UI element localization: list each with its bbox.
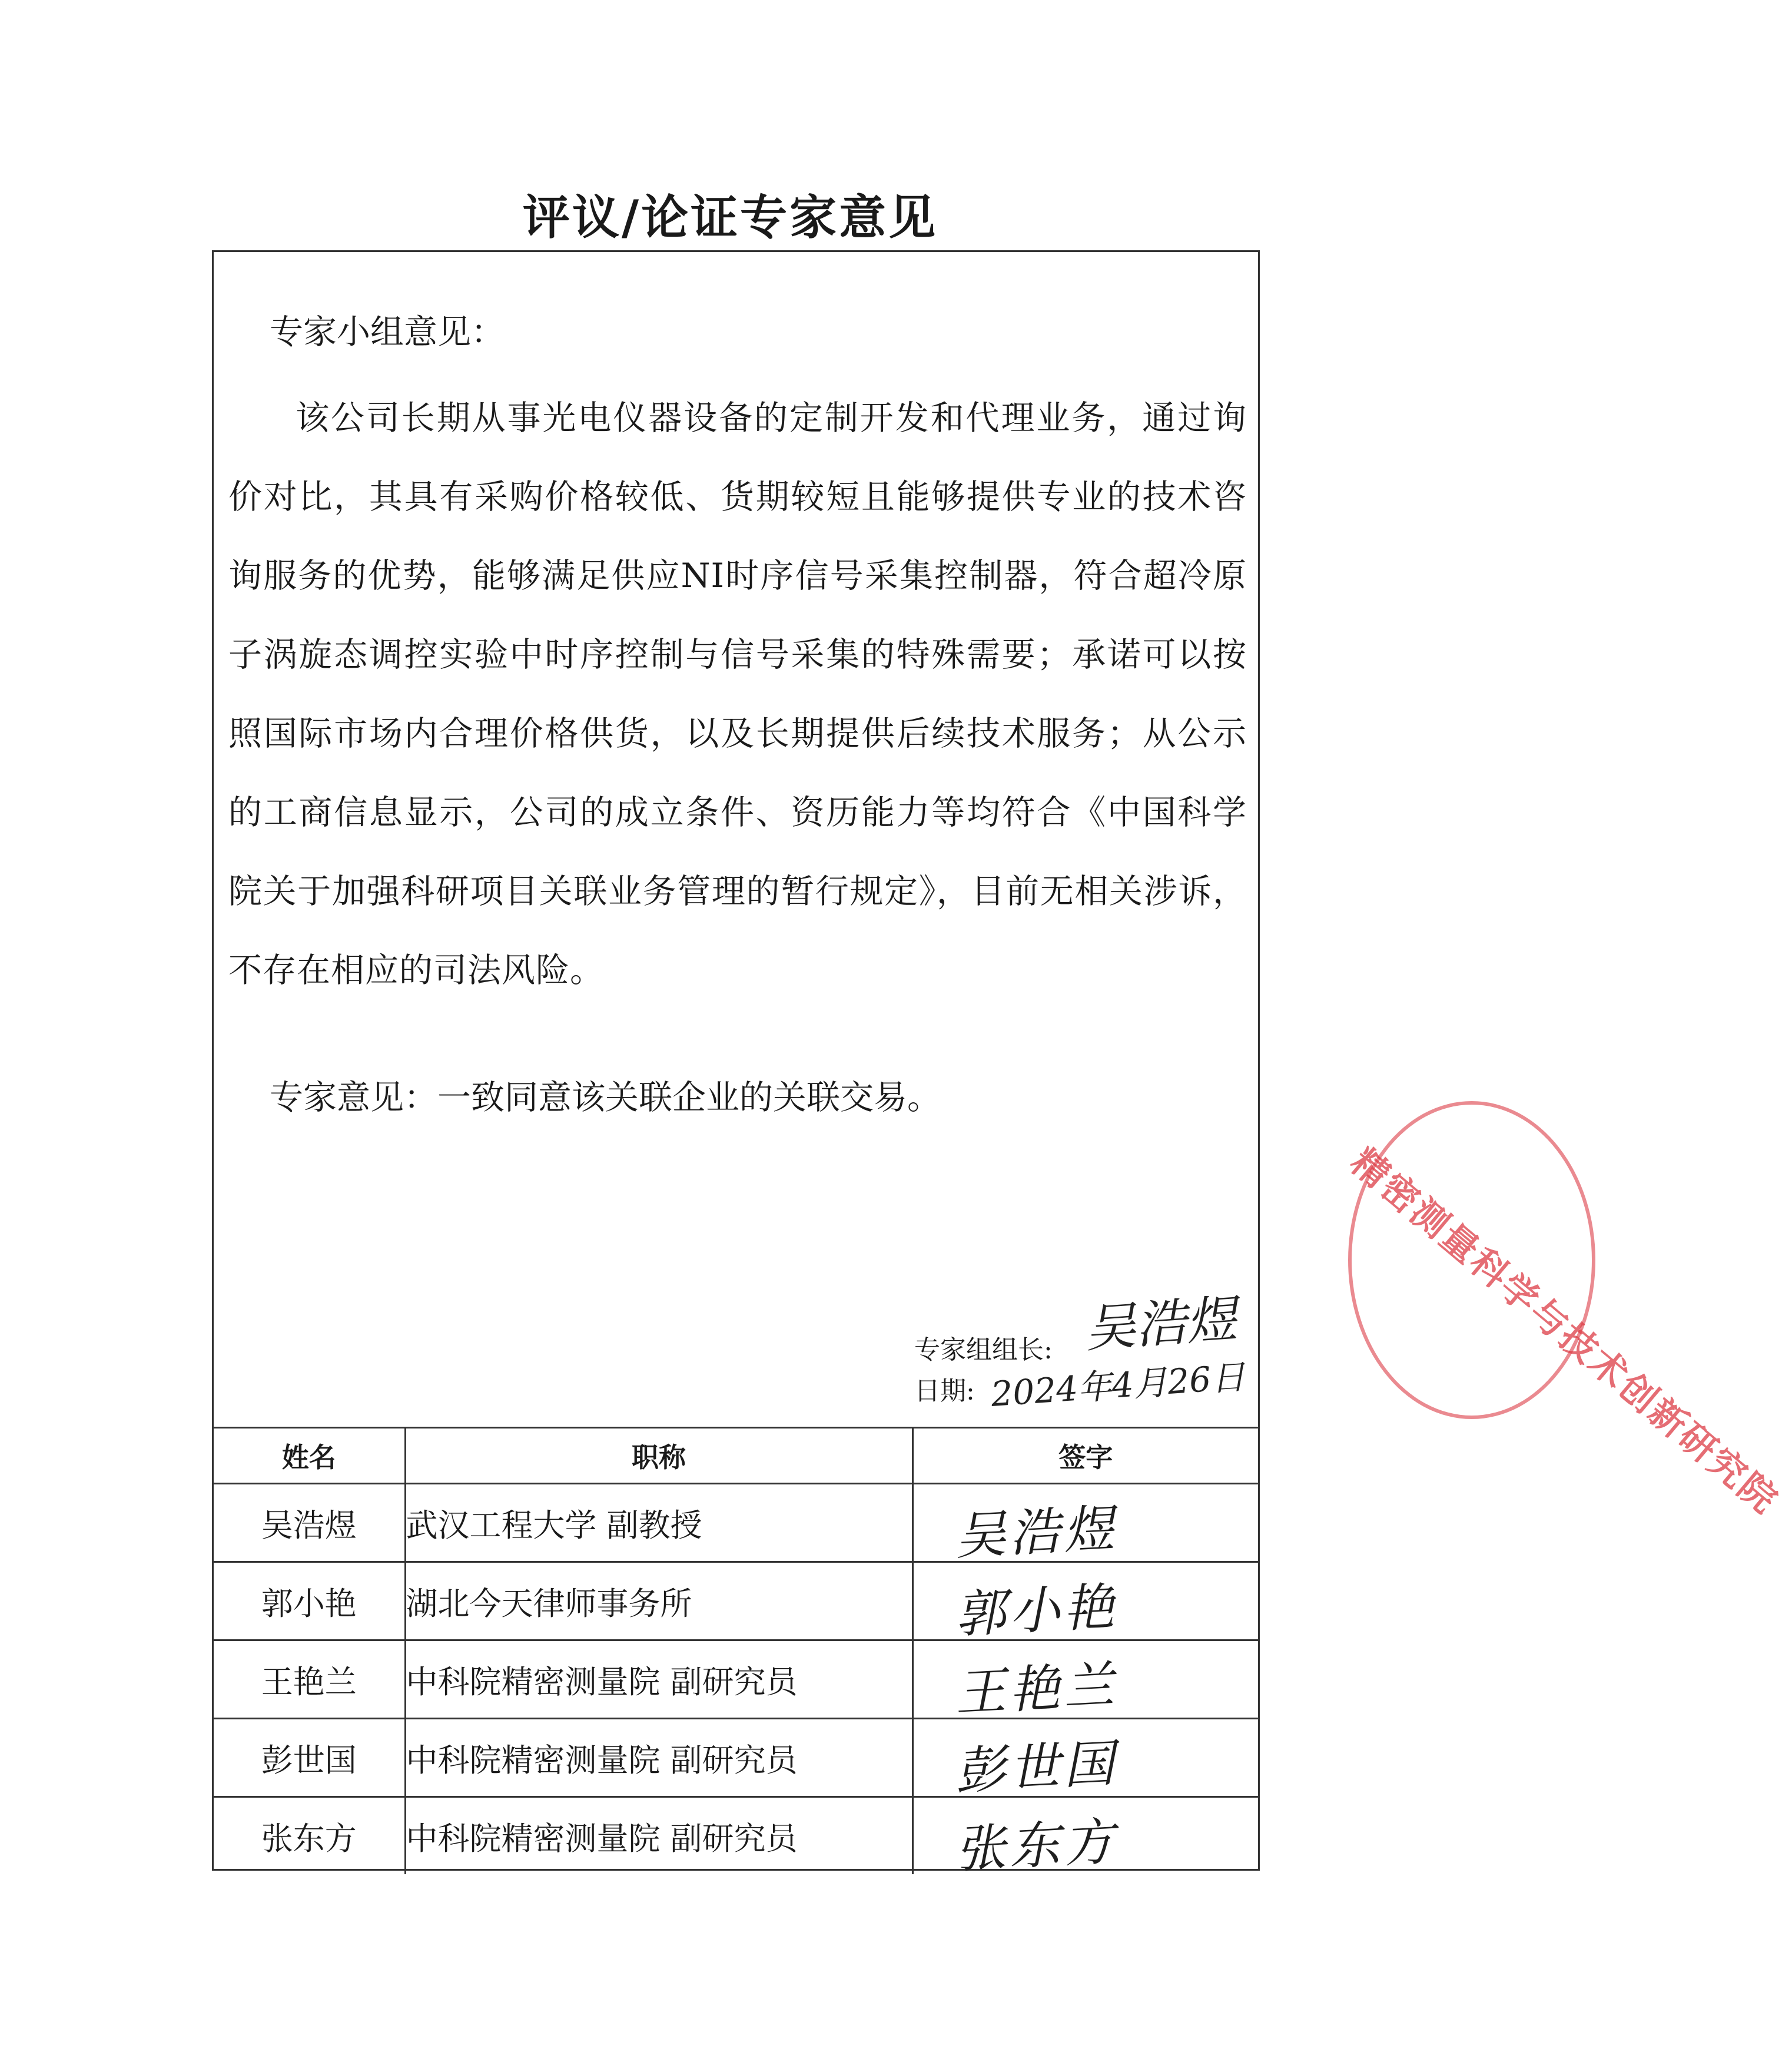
member-name: 张东方	[214, 1797, 405, 1875]
opinion-form	[212, 250, 1260, 1880]
member-title: 中科院精密测量院 副研究员	[405, 1797, 912, 1875]
member-name: 郭小艳	[214, 1562, 405, 1640]
member-title: 武汉工程大学 副教授	[405, 1484, 912, 1562]
table-row	[214, 1640, 1258, 1719]
member-signature: 王艳兰	[953, 1655, 1119, 1723]
date-handwritten: 2024年4月26日	[990, 1357, 1247, 1414]
member-signature: 郭小艳	[953, 1577, 1119, 1645]
opinion-conclusion: 专家意见：一致同意该关联企业的关联交易。	[270, 1078, 941, 1117]
header-title: 职称	[405, 1428, 912, 1484]
leader-signature: 吴浩煜	[1083, 1290, 1239, 1359]
leader-signoff	[914, 1290, 1247, 1414]
table-row	[214, 1484, 1258, 1562]
member-signature-cell	[912, 1562, 1258, 1645]
expert-opinion-section	[214, 252, 1258, 1428]
member-title: 中科院精密测量院 副研究员	[405, 1719, 912, 1797]
institution-seal	[1342, 1101, 1787, 1523]
leader-label: 专家组组长:	[914, 1335, 1053, 1365]
member-signature-cell	[912, 1640, 1258, 1723]
opinion-body: 该公司长期从事光电仪器设备的定制开发和代理业务，通过询价对比，其具有采购价格较低、货期较短且能够提供专业的技术咨询服务的优势，能够满足供应NI时序信号采集控制器，符合超冷原子涡旋态调控实验中时序控制与信号采集的特殊需要；承诺可以按照国际市场内合理价格供货，以及长期提供后续技术服务；从公示的工商信息显示，公司的成立条件、资历能力等均符合《中国科学院关于加强科研项目关联业务管理的暂行规定》，目前无相关涉诉，不存在相应的司法风险。	[228, 399, 1247, 990]
member-title: 中科院精密测量院 副研究员	[405, 1640, 912, 1719]
table-row	[214, 1719, 1258, 1797]
header-name: 姓名	[214, 1428, 405, 1484]
member-name: 吴浩煜	[214, 1484, 405, 1562]
member-signature-cell	[912, 1719, 1258, 1802]
member-signature-cell	[912, 1797, 1258, 1880]
member-signature: 张东方	[953, 1812, 1119, 1880]
table-row	[214, 1797, 1258, 1875]
member-signature: 吴浩煜	[953, 1499, 1119, 1567]
member-signature-cell	[912, 1484, 1258, 1567]
expert-members-table	[214, 1428, 1258, 1880]
member-name: 彭世国	[214, 1719, 405, 1797]
table-header-row	[214, 1428, 1258, 1484]
group-opinion-heading: 专家小组意见：	[270, 313, 505, 352]
date-label: 日期:	[914, 1376, 975, 1406]
member-name: 王艳兰	[214, 1640, 405, 1719]
header-signature: 签字	[912, 1428, 1258, 1484]
member-signature: 彭世国	[953, 1733, 1119, 1802]
member-title: 湖北今天律师事务所	[405, 1562, 912, 1640]
page-title: 评议/论证专家意见	[522, 190, 938, 245]
seal-text: 精密测量科学与技术创新研究院	[1342, 1139, 1787, 1523]
table-row	[214, 1562, 1258, 1640]
